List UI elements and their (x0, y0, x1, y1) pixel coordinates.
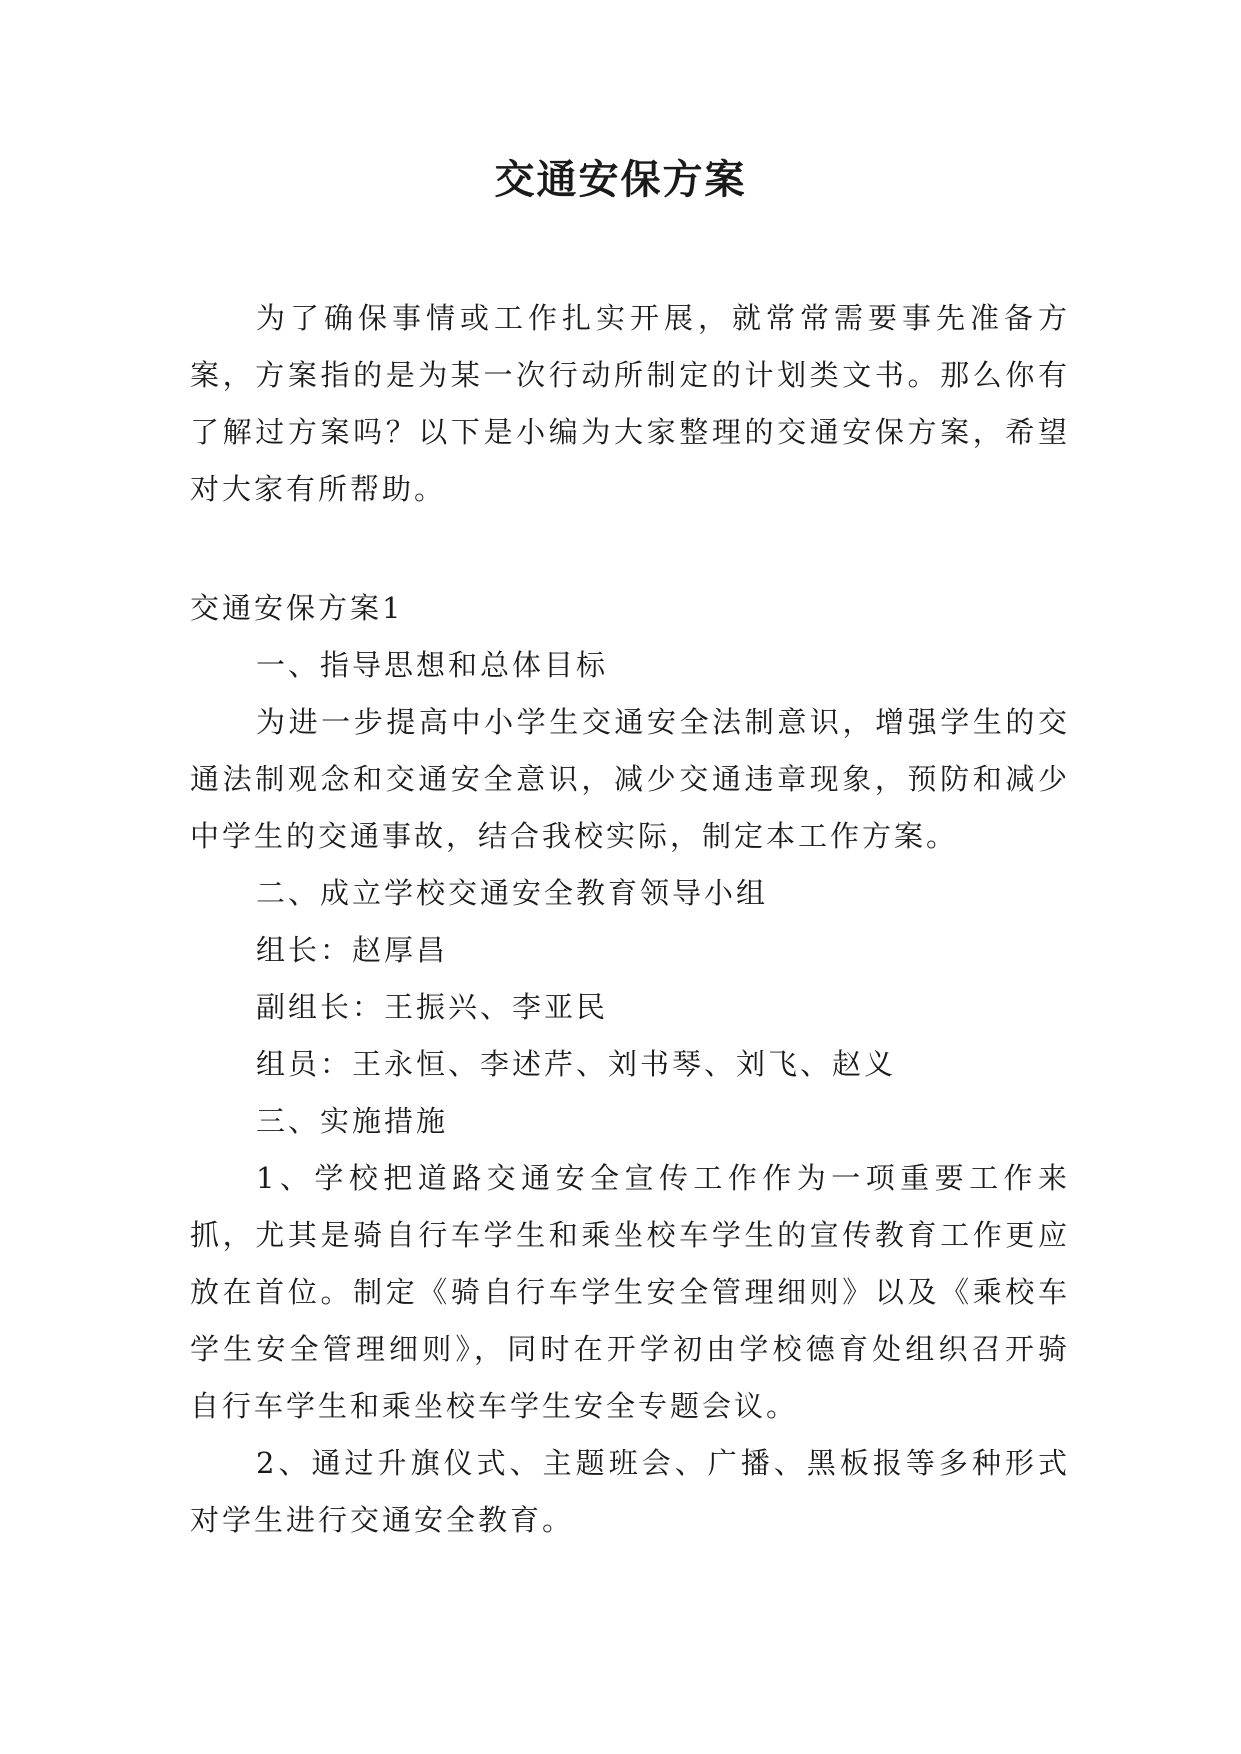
intro-paragraph: 为了确保事情或工作扎实开展，就常常需要事先准备方案，方案指的是为某一次行动所制定的计划类文书。那么你有了解过方案吗？以下是小编为大家整理的交通安保方案，希望对大家有所帮助。 (190, 301, 1070, 506)
measure-1: 1、学校把道路交通安全宣传工作作为一项重要工作来抓，尤其是骑自行车学生和乘坐校车学生的宣传教育工作更应放在首位。制定《骑自行车学生安全管理细则》以及《乘校车学生安全管理细则》，同时在开学初由学校德育处组织召开骑自行车学生和乘坐校车学生安全专题会议。 (190, 1161, 1070, 1423)
heading-guiding-ideology: 一、指导思想和总体目标 (256, 648, 609, 682)
group-members: 组员：王永恒、李述芹、刘书琴、刘飞、赵义 (256, 1047, 897, 1081)
document-title: 交通安保方案 (494, 156, 747, 203)
paragraph-goal: 为进一步提高中小学生交通安全法制意识，增强学生的交通法制观念和交通安全意识，减少交通违章现象，预防和减少中学生的交通事故，结合我校实际，制定本工作方案。 (190, 705, 1070, 853)
heading-measures: 三、实施措施 (256, 1104, 449, 1138)
group-leader: 组长：赵厚昌 (256, 933, 449, 967)
document-body (190, 580, 1070, 1549)
heading-leadership-group: 二、成立学校交通安全教育领导小组 (256, 876, 769, 910)
deputy-group-leader: 副组长：王振兴、李亚民 (256, 990, 609, 1024)
measure-2: 2、通过升旗仪式、主题班会、广播、黑板报等多种形式对学生进行交通安全教育。 (190, 1446, 1070, 1537)
section-title: 交通安保方案1 (190, 591, 404, 625)
